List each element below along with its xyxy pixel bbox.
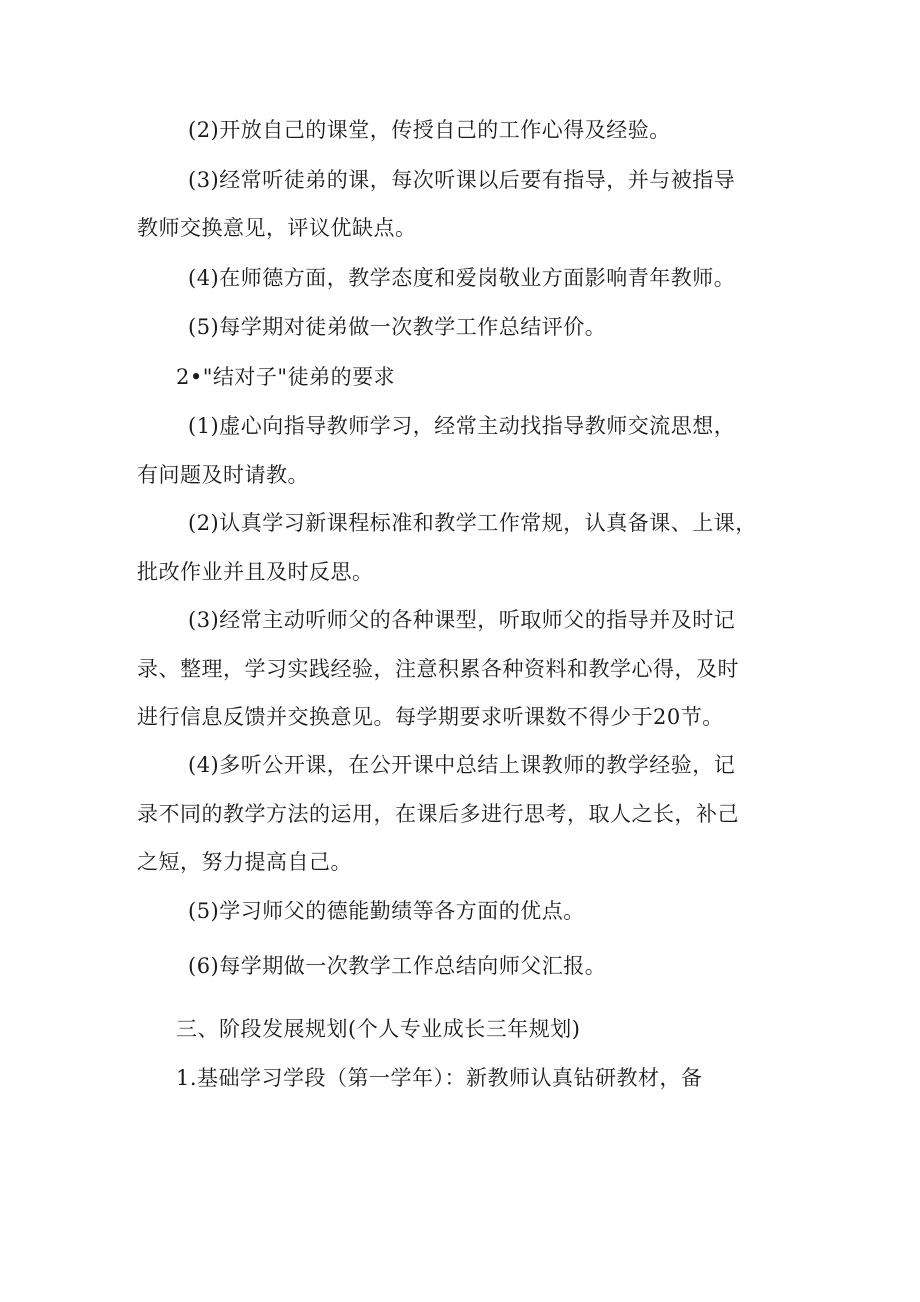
paragraph-apprentice-4-line-3: 之短，努力提高自己。 bbox=[137, 850, 352, 874]
paragraph-stage-1-line-1: 1.基础学习学段（第一学年）：新教师认真钻研教材，备 bbox=[176, 1066, 703, 1090]
paragraph-apprentice-6-line-1: (6)每学期做一次教学工作总结向师父汇报。 bbox=[188, 954, 607, 978]
paragraph-apprentice-4-line-2: 录不同的教学方法的运用，在课后多进行思考，取人之长，补己 bbox=[137, 802, 739, 826]
paragraph-apprentice-3-line-3: 进行信息反馈并交换意见。每学期要求听课数不得少于20节。 bbox=[137, 705, 724, 729]
section-heading-apprentice-requirements: 2•"结对子"徒弟的要求 bbox=[176, 365, 396, 389]
paragraph-mentor-3-line-1: (3)经常听徒弟的课，每次听课以后要有指导，并与被指导 bbox=[188, 168, 736, 192]
paragraph-mentor-5-line-1: (5)每学期对徒弟做一次教学工作总结评价。 bbox=[188, 315, 607, 339]
paragraph-apprentice-5-line-1: (5)学习师父的德能勤绩等各方面的优点。 bbox=[188, 899, 585, 923]
paragraph-apprentice-1-line-2: 有问题及时请教。 bbox=[137, 463, 309, 487]
paragraph-mentor-3-line-2: 教师交换意见，评议优缺点。 bbox=[137, 216, 417, 240]
paragraph-apprentice-2-line-2: 批改作业并且及时反思。 bbox=[137, 560, 374, 584]
paragraph-mentor-2-line-1: (2)开放自己的课堂，传授自己的工作心得及经验。 bbox=[188, 118, 671, 142]
paragraph-apprentice-3-line-2: 录、整理，学习实践经验，注意积累各种资料和教学心得，及时 bbox=[137, 657, 739, 681]
paragraph-apprentice-3-line-1: (3)经常主动听师父的各种课型，听取师父的指导并及时记 bbox=[188, 608, 736, 632]
paragraph-apprentice-4-line-1: (4)多听公开课，在公开课中总结上课教师的教学经验，记 bbox=[188, 753, 736, 777]
paragraph-apprentice-2-line-1: (2)认真学习新课程标准和教学工作常规，认真备课、上课， bbox=[188, 511, 757, 535]
section-heading-stage-plan: 三、阶段发展规划(个人专业成长三年规划) bbox=[176, 1017, 581, 1041]
paragraph-apprentice-1-line-1: (1)虚心向指导教师学习，经常主动找指导教师交流思想， bbox=[188, 414, 736, 438]
paragraph-mentor-4-line-1: (4)在师德方面，教学态度和爱岗敬业方面影响青年教师。 bbox=[188, 266, 736, 290]
